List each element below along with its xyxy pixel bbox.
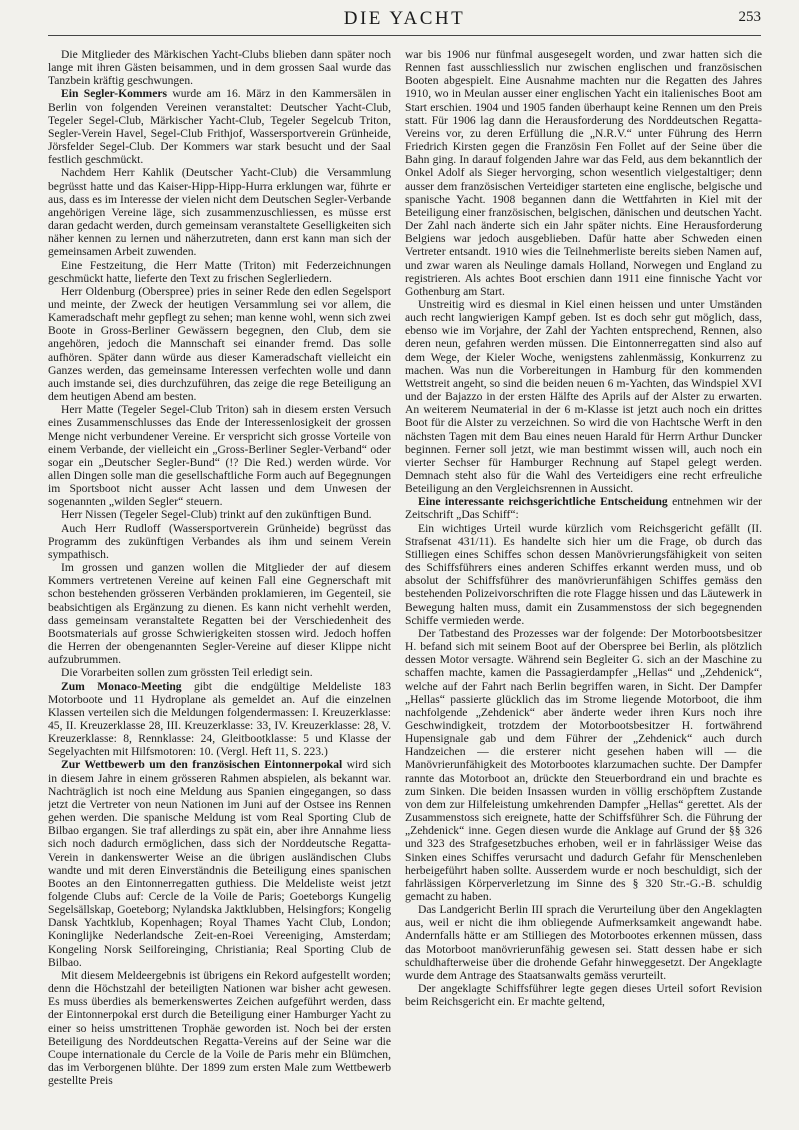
paragraph: Auch Herr Rudloff (Wassersportverein Grünheide) begrüsst das Programm des zukünftigen Verbandes als ihm und seinem Verein sympathisch. — [48, 521, 391, 561]
paragraph: Ein wichtiges Urteil wurde kürzlich vom Reichsgericht gefällt (II. Strafsenat 431/11). Es handelte sich hier um die Frage, ob durch das Stilliegen eines Schiffes schon dessen Manövrierungsfähigkeit von seiten des Schiffsführers eines anderen Schiffes erkannt werden muss, und ob absolut der Schiffsführer des manövrierunfähigen Schiffes gemäss den bestehenden Polizeivorschriften die rote Flagge hissen und das Läutewerk in Bewegung halten muss, damit ein Zusammenstoss der sich begegnenden Schiffe vermieden werde. — [405, 521, 762, 627]
paragraph: Der Tatbestand des Prozesses war der folgende: Der Motorbootsbesitzer H. befand sich mit seinem Boot auf der Oberspree bei Berlin, als plötzlich dessen Motor versagte. Während sein Begleiter G. sich an der Maschine zu schaffen machte, kamen die Passagierdampfer „Hellas“ und „Zehdenick“, welche auf der Fahrt nach Berlin begriffen waren, in Sicht. Der Dampfer „Hellas“ passierte glücklich das im Strome liegende Motorboot, die ihm nachfolgende „Zehdenick“ aber änderte weder ihren Kurs noch ihre Geschwindigkeit, trotzdem der Motorbootsbesitzer H. fortwährend Hupensignale gab und dem Führer der „Zehdenick“ auch durch Handzeichen — die ersterer nicht gesehen haben will — die Manövrierunfähigkeit des Motorbootes klarzumachen suchte. Der Dampfer rannte das Motorboot an, drückte den Steuerbordrand ein und brachte es zum Sinken. Die beiden Insassen wurden in völlig erschöpftem Zustande von dem zur Hilfeleistung umkehrenden Dampfer „Hellas“ gerettet. Als der Zusammenstoss sich ereignete, hatte der Schiffsführer Sch. die Führung der „Zehdenick“ inne. Gegen diesen wurde die Anklage auf Grund der §§ 326 und 323 des Strafgesetzbuches erhoben, weil er in fahrlässiger Weise das Sinken eines Schiffes verursacht und dadurch Gefahr für Menschenleben herbeigeführt haben sollte. Ausserdem wurde er noch beschuldigt, sich der fahrlässigen Körperverletzung im Sinne des § 320 Str.-G.-B. schuldig gemacht zu haben. — [405, 626, 762, 903]
paragraph: Die Vorarbeiten sollen zum grössten Teil erledigt sein. — [61, 666, 313, 680]
paragraph: Im grossen und ganzen wollen die Mitglieder der auf diesem Kommers vertretenen Vereine auf keinen Fall eine Gegnerschaft mit schon bestehenden grösseren Verbänden proklamieren, im Gegenteil, sie beabsichtigen als Ergänzung zu dienen. Es kann nicht verhehlt werden, dass gemeinsam veranstaltete Regatten bei der Verschiedenheit des Bootsmaterials auf grosse Schwierigkeiten stossen wird. Jedoch hoffen die Herren der obengenannten Segler-Vereine auf dieser Klippe nicht aufzubrummen. — [48, 561, 391, 667]
header-rule — [48, 35, 761, 36]
paragraph: Mit diesem Meldeergebnis ist übrigens ein Rekord aufgestellt worden; denn die Höchstzahl der beteiligten Nationen war bisher acht gewesen. Es muss überdies als bemerkenswertes Zeichen aufgeführt werden, dass der Eintonnerpokal erst durch die Beteiligung einer Hamburger Yacht zu einer so heiss umstrittenen Trophäe geworden ist. Noch bei der ersten Beteiligung des Norddeutschen Regatta-Vereins auf der Seine war die Coupe internationale du Cercle de la Voile de Paris mehr ein Blümchen, das im Verborgenen blühte. Der 1899 zum ersten Male zum Wettbewerb gestellte Preis — [48, 968, 391, 1088]
paragraph: Herr Oldenburg (Oberspree) pries in seiner Rede den edlen Segelsport und meinte, der Zweck der heutigen Versammlung sei vor allem, die Kameradschaft mehr gepflegt zu sehen; man kenne wohl, wenn sich zwei Boote in Gross-Berliner Gewässern begegnen, den Club, dem sie angehören, jedoch die Mannschaft sei einander fremd. Das solle aufhören. Später dann würde aus dieser Kameradschaft vielleicht ein Ganzes werden, das gemeinsame Interessen verfechten wolle und dann auch imstande sei, dies durchzuführen, das zeige die rege Beteiligung an dem heutigen Abend am besten. — [48, 284, 391, 404]
paragraph-monaco-meeting: Zum Monaco-Meeting gibt die endgültige Meldeliste 183 Motorboote und 11 Hydroplane als gemeldet an. Auf die einzelnen Klassen verteilen sich die Meldungen folgendermassen: I. Kreuzerklasse: 45, II. Kreuzerklasse 28, III. Kreuzerklasse: 33, IV. Kreuzerklasse: 28, V. Kreuzerklasse: 8, Rennklasse: 24, Gleitbootklasse: 5 und Klasse der Segelyachten mit Hilfsmotoren: 10. (Vergl. Heft 11, S. 223.) — [48, 679, 391, 759]
section-heading: Ein Segler-Kommers — [61, 87, 168, 101]
paragraph-eintonnerpokal: Zur Wettbewerb um den französischen Eintonnerpokal wird sich in diesem Jahre in einem grösseren Rahmen abspielen, als bekannt war. Nachträglich ist noch eine Meldung aus Spanien eingegangen, so dass jetzt die Vertreter von neun Nationen im Juni auf der Ostsee ins Rennen gehen werden. Die spanische Meldung ist vom Real Sporting Club de Bilbao ergangen. Sie traf allerdings zu spät ein, aber ihre Annahme liess sich noch dadurch ermöglichen, dass sich der Norddeutsche Regatta-Verein in dankenswerter Weise an die übrigen ausländischen Clubs wandte und mit deren Einverständnis die Beteiligung eines spanischen Bootes an den Eintonnerregatten guthiess. Die Meldeliste weist jetzt folgende Clubs auf: Cercle de la Voile de Paris; Goeteborgs Kungelig Segelsällskap, Goeteborg; Nylandska Jaktklubben, Helsingfors; Kongelig Dansk Yachtklub, Kopenhagen; Royal Thames Yacht Club, London; Koninglijke Nederlandsche Zeit-en-Roei Vereeniging, Amsterdam; Kongeling Norsk Seilforeinging, Christiania; Real Sporting Club de Bilbao. — [48, 758, 391, 969]
section-heading: Zum Monaco-Meeting — [61, 679, 182, 693]
paragraph-continued: war bis 1906 nur fünfmal ausgesegelt worden, und zwar hatten sich die Rennen fast ausschliesslich nur zwischen englischen und französischen Booten abgespielt. Eine Ausnahme machten nur die Regatten des Jahres 1910, wo in Meulan ausser einer englischen Yacht ein italienisches Boot am Start erschien. 1904 und 1905 fanden überhaupt keine Rennen um den Preis statt. Für 1906 lag dann die Herausforderung des Norddeutschen Regatta-Vereins vor, zu deren Erfüllung die „N.R.V.“ unter Führung des Herrn Friedrich Kirsten gegen die Französin Fen Follet auf der Seine über die Bahn ging. In darauf folgenden Jahre war das Feld, aus dem bekanntlich der Onkel Adolf als Sieger hervorging, schon wesentlich vielgestaltiger; denn ausser dem französischen Verteidiger starteten eine englische, belgische und spanische Yacht. 1908 begannen dann die Wettfahrten in Kiel mit der Beteiligung einer französischen, belgischen, dänischen und deutschen Yacht. Der Zahl nach änderte sich ein Jahr später nichts. Eine Herausforderung Belgiens war jedoch ausgeblieben. Dafür hatte aber Schweden einen Vertreter entsandt. 1910 wies die Teilnehmerliste bereits sieben Namen auf, und zwar waren als Neulinge damals Holland, Norwegen und England zu registrieren. Als achtes Boot erschien dann 1911 eine finnische Yacht vor Gothenburg am Start. — [405, 48, 762, 298]
left-column — [48, 48, 391, 1122]
paragraph-segler-kommers: Ein Segler-Kommers wurde am 16. März in den Kammersälen in Berlin von folgenden Vereinen veranstaltet: Deutscher Yacht-Club, Tegeler Segel-Club, Märkischer Yacht-Club, Tegeler Segelcub Triton, Segler-Verein Havel, Segel-Club Frithjof, Wassersportverein Grünheide, Jörsfelder Segel-Club. Der Kommers war stark besucht und der Saal festlich geschmückt. — [48, 87, 391, 167]
paragraph: Unstreitig wird es diesmal in Kiel einen heissen und unter Umständen auch recht langwierigen Kampf geben. Ist es doch sehr gut möglich, dass, ebenso wie im Vorjahre, der Zahl der Yachten entsprechend, Rennen, also deren neun, gefahren werden müssen. Die Eintonnerregatten sind also auf dem Wege, der Kieler Woche, wenigstens zahlenmässig, Konkurrenz zu machen. Was nun die Vorbereitungen in Hamburg für den kommenden Wettstreit angeht, so sind die beiden neuen 6 m-Yachten, das Windspiel XVI und der Bajazzo in der ersten Hälfte des Aprils auf der Alster zu erwarten. An weiterem Neumaterial in der 6 m-Klasse ist jetzt auch noch ein drittes Boot für die Alster zu verzeichnen. So wird die von Hachtsche Werft in den nächsten Tagen mit dem Bau eines neuen Harald für Herrn Arthur Duncker beginnen. Ferner soll jetzt, wie man bestimmt wissen will, auch noch ein vierter Sechser für Hamburger Rechnung auf Stapel gelegt werden. Demnach steht also für die Wahl des Verteidigers eine recht erfreuliche Beteiligung an den Vergleichsrennen in Aussicht. — [405, 297, 762, 496]
paragraph: Eine Festzeitung, die Herr Matte (Triton) mit Federzeichnungen geschmückt hatte, lieferte den Text zu frischen Seglerliedern. — [48, 258, 391, 285]
paragraph-reichsgericht: Eine interessante reichsgerichtliche Entscheidung entnehmen wir der Zeitschrift „Das Schiff“: — [405, 495, 762, 522]
section-heading: Eine interessante reichsgerichtliche Entscheidung — [418, 495, 668, 509]
paragraph: Herr Nissen (Tegeler Segel-Club) trinkt auf den zukünftigen Bund. — [61, 508, 372, 522]
paragraph: Der angeklagte Schiffsführer legte gegen dieses Urteil sofort Revision beim Reichsgericht ein. Er machte geltend, — [405, 982, 762, 1009]
right-column — [405, 48, 762, 1122]
paragraph: Herr Matte (Tegeler Segel-Club Triton) sah in diesem ersten Versuch eines Zusammenschlusses das Ende der Interessenlosigkeit der grossen Menge nicht verbundener Vereine. Er verspricht sich grosse Vorteile von einem Verbande, der vielleicht ein „Gross-Berliner Segler-Verband“ oder sogar ein „Deutscher Segler-Bund“ (!? Die Red.) werden würde. Vor allen Dingen solle man die gesellschaftliche Form auch auf Begegnungen im Sportsboot nicht ausser Acht lassen und dem Unwesen der sogenannten „wilden Segler“ steuern. — [48, 403, 391, 509]
section-heading: Zur Wettbewerb um den französischen Eintonnerpokal — [61, 758, 343, 772]
page-number: 253 — [738, 9, 761, 25]
paragraph: Nachdem Herr Kahlik (Deutscher Yacht-Club) die Versammlung begrüsst hatte und das Kaiser-Hipp-Hipp-Hurra erklungen war, führte er aus, dass es im Interesse der vielen nicht dem Deutschen Segler-Verbande angehörigen Vereine läge, sich zusammenzuschliessen, es müsse erst daran gedacht werden, durch gemeinsam veranstaltete Geselligkeiten sich näher kennen zu lernen und näherzutreten, dann erst kann man sich der gemeinsamen Arbeit zuwenden. — [48, 166, 391, 259]
paragraph: Das Landgericht Berlin III sprach die Verurteilung über den Angeklagten aus, weil er nicht die ihm obliegende Aufmerksamkeit angewandt habe. Andernfalls hätte er am Stilliegen des Motorbootes erkennen müssen, dass das Motorboot manövrierunfähig gewesen sei. Statt dessen habe er sich schuldhafterweise über die drohende Gefahr hinweggesetzt. Der Angeklagte wurde dem Antrage des Staatsanwalts gemäss verurteilt. — [405, 903, 762, 982]
page-header — [48, 8, 761, 36]
running-title: DIE YACHT — [343, 8, 466, 29]
paragraph: Die Mitglieder des Märkischen Yacht-Clubs blieben dann später noch lange mit ihren Gästen beisammen, und in dem grossen Saal wurde das Tanzbein kräftig geschwungen. — [48, 48, 391, 88]
